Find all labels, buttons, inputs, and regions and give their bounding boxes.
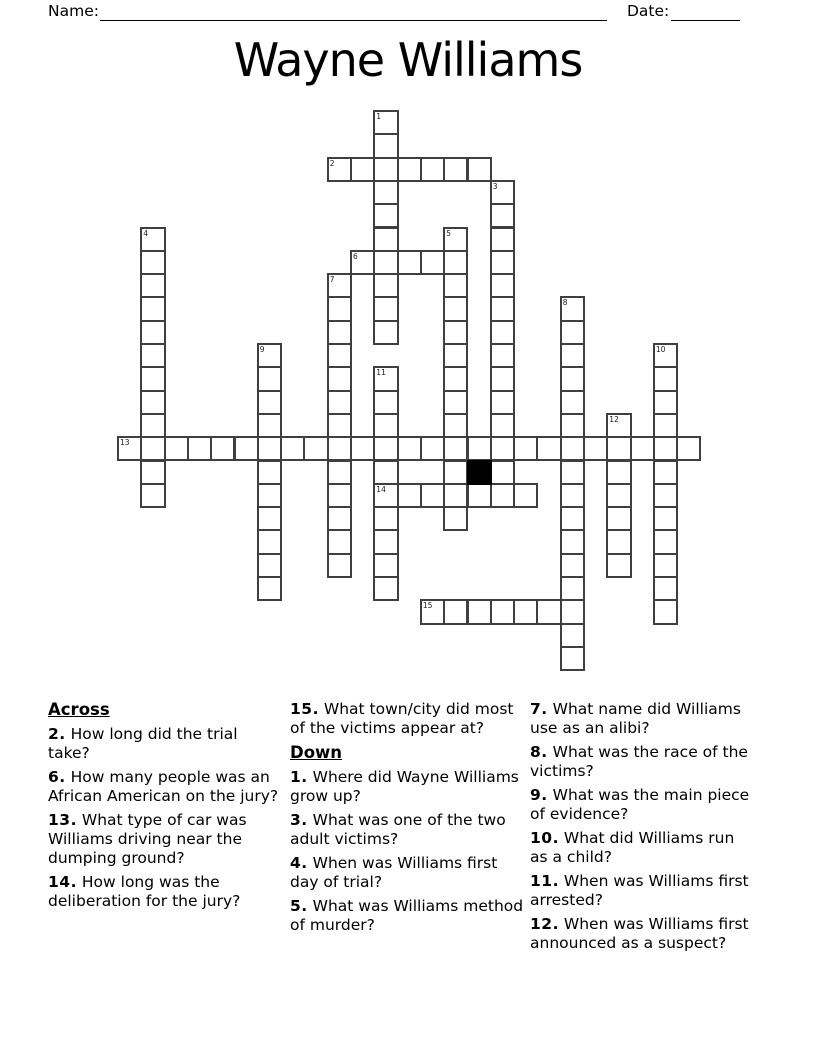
clue-4: 4. When was Williams first day of trial?: [290, 854, 498, 891]
date-label: Date:: [627, 2, 670, 20]
grid-cell[interactable]: [560, 576, 585, 601]
clue-13: 13. What type of car was Williams driving near the dumping ground?: [48, 811, 247, 867]
grid-cell[interactable]: [653, 436, 678, 461]
cell-number: 9: [259, 345, 265, 354]
grid-cell[interactable]: [490, 436, 515, 461]
grid-cell[interactable]: [443, 390, 468, 415]
clue-column-across: [48, 700, 284, 916]
clue-number: 10.: [530, 829, 559, 847]
clue-12: 12. When was Williams first announced as a suspect?: [530, 915, 749, 952]
grid-cell[interactable]: [350, 436, 375, 461]
grid-cell[interactable]: [443, 366, 468, 391]
page-title: Wayne Williams: [233, 33, 583, 87]
grid-cell[interactable]: [560, 390, 585, 415]
grid-cell[interactable]: [327, 366, 352, 391]
name-write-line: [100, 5, 607, 21]
grid-cell[interactable]: [490, 320, 515, 345]
grid-cell[interactable]: [606, 460, 631, 485]
clue-5: 5. What was Williams method of murder?: [290, 897, 524, 934]
clue-number: 4.: [290, 854, 308, 872]
grid-cell[interactable]: [373, 250, 398, 275]
grid-cell[interactable]: [257, 343, 282, 368]
cell-number: 8: [562, 298, 568, 308]
grid-cell[interactable]: [490, 227, 515, 252]
grid-cell[interactable]: [653, 460, 678, 485]
clue-number: 1.: [290, 768, 308, 786]
grid-cell[interactable]: [303, 436, 328, 461]
grid-cell[interactable]: [560, 506, 585, 531]
grid-cell[interactable]: [443, 483, 468, 508]
grid-cell[interactable]: [443, 320, 468, 345]
grid-cell[interactable]: [327, 436, 352, 461]
grid-cell[interactable]: [397, 250, 422, 275]
black-cell: [467, 460, 492, 485]
grid-cell[interactable]: [373, 529, 398, 554]
grid-cell[interactable]: [327, 483, 352, 508]
grid-cell[interactable]: [653, 506, 678, 531]
grid-cell[interactable]: [164, 436, 189, 461]
grid-cell[interactable]: [140, 250, 165, 275]
grid-cell[interactable]: [373, 320, 398, 345]
grid-cell[interactable]: [443, 599, 468, 624]
grid-cell[interactable]: [327, 460, 352, 485]
grid-cell[interactable]: [327, 506, 352, 531]
grid-cell[interactable]: [257, 413, 282, 438]
grid-cell[interactable]: [140, 227, 165, 252]
grid-cell[interactable]: [327, 296, 352, 321]
clue-number: 5.: [290, 897, 308, 915]
grid-cell[interactable]: [373, 203, 398, 228]
grid-cell[interactable]: [490, 366, 515, 391]
grid-cell[interactable]: [257, 483, 282, 508]
grid-cell[interactable]: [397, 436, 422, 461]
grid-cell[interactable]: [257, 553, 282, 578]
clue-6: 6. How many people was an African American on the jury?: [48, 768, 279, 805]
cell-number: 13: [120, 438, 130, 448]
grid-cell[interactable]: [327, 157, 352, 182]
grid-cell[interactable]: [373, 296, 398, 321]
grid-cell[interactable]: [653, 599, 678, 624]
grid-cell[interactable]: [606, 553, 631, 578]
grid-cell[interactable]: [490, 460, 515, 485]
grid-cell[interactable]: [373, 553, 398, 578]
grid-cell[interactable]: [420, 436, 445, 461]
grid-cell[interactable]: [210, 436, 235, 461]
cell-number: 12: [609, 414, 619, 424]
grid-cell[interactable]: [443, 296, 468, 321]
grid-cell[interactable]: [513, 599, 538, 624]
grid-cell[interactable]: [490, 203, 515, 228]
clue-number: 3.: [290, 811, 308, 829]
grid-cell[interactable]: [536, 436, 561, 461]
grid-cell[interactable]: [443, 273, 468, 298]
clue-15: 15. What town/city did most of the victims appear at?: [290, 700, 514, 737]
grid-cell[interactable]: [397, 483, 422, 508]
grid-cell[interactable]: [560, 320, 585, 345]
grid-cell[interactable]: [140, 273, 165, 298]
grid-cell[interactable]: [443, 157, 468, 182]
clue-number: 7.: [530, 700, 548, 718]
grid-cell[interactable]: [606, 483, 631, 508]
cell-number: 10: [655, 345, 666, 354]
grid-cell[interactable]: [373, 273, 398, 298]
cell-number: 5: [446, 228, 451, 238]
grid-cell[interactable]: [676, 436, 701, 461]
grid-cell[interactable]: [560, 343, 585, 368]
grid-cell[interactable]: [490, 343, 515, 368]
grid-cell[interactable]: [373, 390, 398, 415]
grid-cell[interactable]: [560, 599, 585, 624]
grid-cell[interactable]: [653, 553, 678, 578]
cell-number: 2: [329, 158, 335, 168]
grid-cell[interactable]: [560, 483, 585, 508]
grid-cell[interactable]: [257, 366, 282, 391]
grid-cell[interactable]: [536, 599, 561, 624]
grid-cell[interactable]: [606, 436, 631, 461]
clue-14: 14. How long was the deliberation for the jury?: [48, 873, 241, 910]
clues-heading-down: Down: [290, 743, 343, 762]
grid-cell[interactable]: [140, 483, 165, 508]
clue-number: 9.: [530, 786, 548, 804]
grid-cell[interactable]: [373, 227, 398, 252]
grid-cell[interactable]: [373, 413, 398, 438]
cell-number: 3: [492, 181, 498, 191]
grid-cell[interactable]: [140, 436, 165, 461]
grid-cell[interactable]: [140, 413, 165, 438]
grid-cell[interactable]: [467, 157, 492, 182]
grid-cell[interactable]: [397, 157, 422, 182]
grid-cell[interactable]: [653, 483, 678, 508]
grid-cell[interactable]: [560, 436, 585, 461]
grid-cell[interactable]: [443, 250, 468, 275]
grid-cell[interactable]: [350, 250, 375, 275]
cell-number: 6: [353, 251, 358, 261]
grid-cell[interactable]: [560, 460, 585, 485]
cell-number: 14: [376, 484, 386, 494]
grid-cell[interactable]: [280, 436, 305, 461]
grid-cell[interactable]: [373, 157, 398, 182]
grid-cell[interactable]: [140, 390, 165, 415]
cell-number: 15: [422, 601, 433, 611]
grid-cell[interactable]: [327, 390, 352, 415]
grid-cell[interactable]: [257, 529, 282, 554]
cell-number: 4: [143, 228, 149, 238]
grid-cell[interactable]: [443, 460, 468, 485]
grid-cell[interactable]: [257, 390, 282, 415]
clue-number: 8.: [530, 743, 548, 761]
grid-cell[interactable]: [373, 436, 398, 461]
grid-cell[interactable]: [257, 576, 282, 601]
grid-cell[interactable]: [467, 599, 492, 624]
grid-cell[interactable]: [490, 296, 515, 321]
grid-cell[interactable]: [443, 227, 468, 252]
grid-cell[interactable]: [140, 343, 165, 368]
grid-cell[interactable]: [443, 343, 468, 368]
grid-cell[interactable]: [140, 366, 165, 391]
grid-cell[interactable]: [373, 133, 398, 158]
clues-heading-across: Across: [48, 700, 110, 719]
clue-number: 14.: [48, 873, 77, 891]
grid-cell[interactable]: [606, 506, 631, 531]
grid-cell[interactable]: [443, 436, 468, 461]
cell-number: 1: [376, 112, 382, 121]
grid-cell[interactable]: [327, 320, 352, 345]
grid-cell[interactable]: [560, 623, 585, 648]
grid-cell[interactable]: [350, 157, 375, 182]
grid-cell[interactable]: [490, 273, 515, 298]
grid-cell[interactable]: [187, 436, 212, 461]
clue-number: 11.: [530, 872, 559, 890]
grid-cell[interactable]: [583, 436, 608, 461]
cell-number: 11: [376, 368, 386, 378]
grid-cell[interactable]: [327, 343, 352, 368]
grid-cell[interactable]: [653, 413, 678, 438]
clue-1: 1. Where did Wayne Williams grow up?: [290, 768, 519, 805]
grid-cell[interactable]: [653, 390, 678, 415]
grid-cell[interactable]: [443, 506, 468, 531]
grid-cell[interactable]: [560, 296, 585, 321]
grid-cell[interactable]: [653, 529, 678, 554]
clue-number: 15.: [290, 700, 319, 718]
clue-9: 9. What was the main piece of evidence?: [530, 786, 750, 823]
grid-cell[interactable]: [653, 343, 678, 368]
clue-8: 8. What was the race of the victims?: [530, 743, 748, 780]
clue-column-down: [530, 700, 754, 958]
grid-cell[interactable]: [513, 483, 538, 508]
grid-cell[interactable]: [140, 460, 165, 485]
grid-cell[interactable]: [373, 576, 398, 601]
grid-cell[interactable]: [490, 483, 515, 508]
name-label: Name:: [48, 2, 99, 20]
grid-cell[interactable]: [467, 436, 492, 461]
grid-cell[interactable]: [443, 413, 468, 438]
grid-cell[interactable]: [606, 529, 631, 554]
grid-cell[interactable]: [140, 296, 165, 321]
grid-cell[interactable]: [490, 180, 515, 205]
grid-cell[interactable]: [490, 599, 515, 624]
grid-cell[interactable]: [467, 483, 492, 508]
grid-cell[interactable]: [373, 483, 398, 508]
grid-cell[interactable]: [117, 436, 142, 461]
grid-cell[interactable]: [373, 366, 398, 391]
grid-cell[interactable]: [373, 110, 398, 135]
grid-cell[interactable]: [140, 320, 165, 345]
date-write-line: [671, 5, 740, 21]
grid-cell[interactable]: [420, 599, 445, 624]
grid-cell[interactable]: [490, 250, 515, 275]
clue-2: 2. How long did the trial take?: [48, 725, 238, 762]
grid-cell[interactable]: [327, 529, 352, 554]
clue-number: 12.: [530, 915, 559, 933]
grid-cell[interactable]: [420, 483, 445, 508]
grid-cell[interactable]: [373, 460, 398, 485]
clue-number: 13.: [48, 811, 77, 829]
grid-cell[interactable]: [327, 273, 352, 298]
grid-cell[interactable]: [327, 413, 352, 438]
clue-10: 10. What did Williams run as a child?: [530, 829, 735, 866]
grid-cell[interactable]: [560, 529, 585, 554]
clue-column-middle: [290, 700, 524, 940]
grid-cell[interactable]: [257, 436, 282, 461]
grid-cell[interactable]: [653, 366, 678, 391]
clue-7: 7. What name did Williams use as an alibi?: [530, 700, 741, 737]
grid-cell[interactable]: [560, 413, 585, 438]
grid-cell[interactable]: [257, 506, 282, 531]
grid-cell[interactable]: [257, 460, 282, 485]
grid-cell[interactable]: [606, 413, 631, 438]
clue-number: 6.: [48, 768, 66, 786]
grid-cell[interactable]: [234, 436, 259, 461]
grid-cell[interactable]: [420, 250, 445, 275]
grid-cell[interactable]: [560, 553, 585, 578]
grid-cell[interactable]: [373, 180, 398, 205]
grid-cell[interactable]: [630, 436, 655, 461]
grid-cell[interactable]: [327, 553, 352, 578]
cell-number: 7: [329, 275, 335, 285]
grid-cell[interactable]: [490, 390, 515, 415]
clue-number: 2.: [48, 725, 66, 743]
grid-cell[interactable]: [490, 413, 515, 438]
grid-cell[interactable]: [560, 646, 585, 671]
clue-11: 11. When was Williams first arrested?: [530, 872, 749, 909]
grid-cell[interactable]: [373, 506, 398, 531]
clue-3: 3. What was one of the two adult victims?: [290, 811, 506, 848]
grid-cell[interactable]: [420, 157, 445, 182]
grid-cell[interactable]: [560, 366, 585, 391]
grid-cell[interactable]: [653, 576, 678, 601]
grid-cell[interactable]: [513, 436, 538, 461]
